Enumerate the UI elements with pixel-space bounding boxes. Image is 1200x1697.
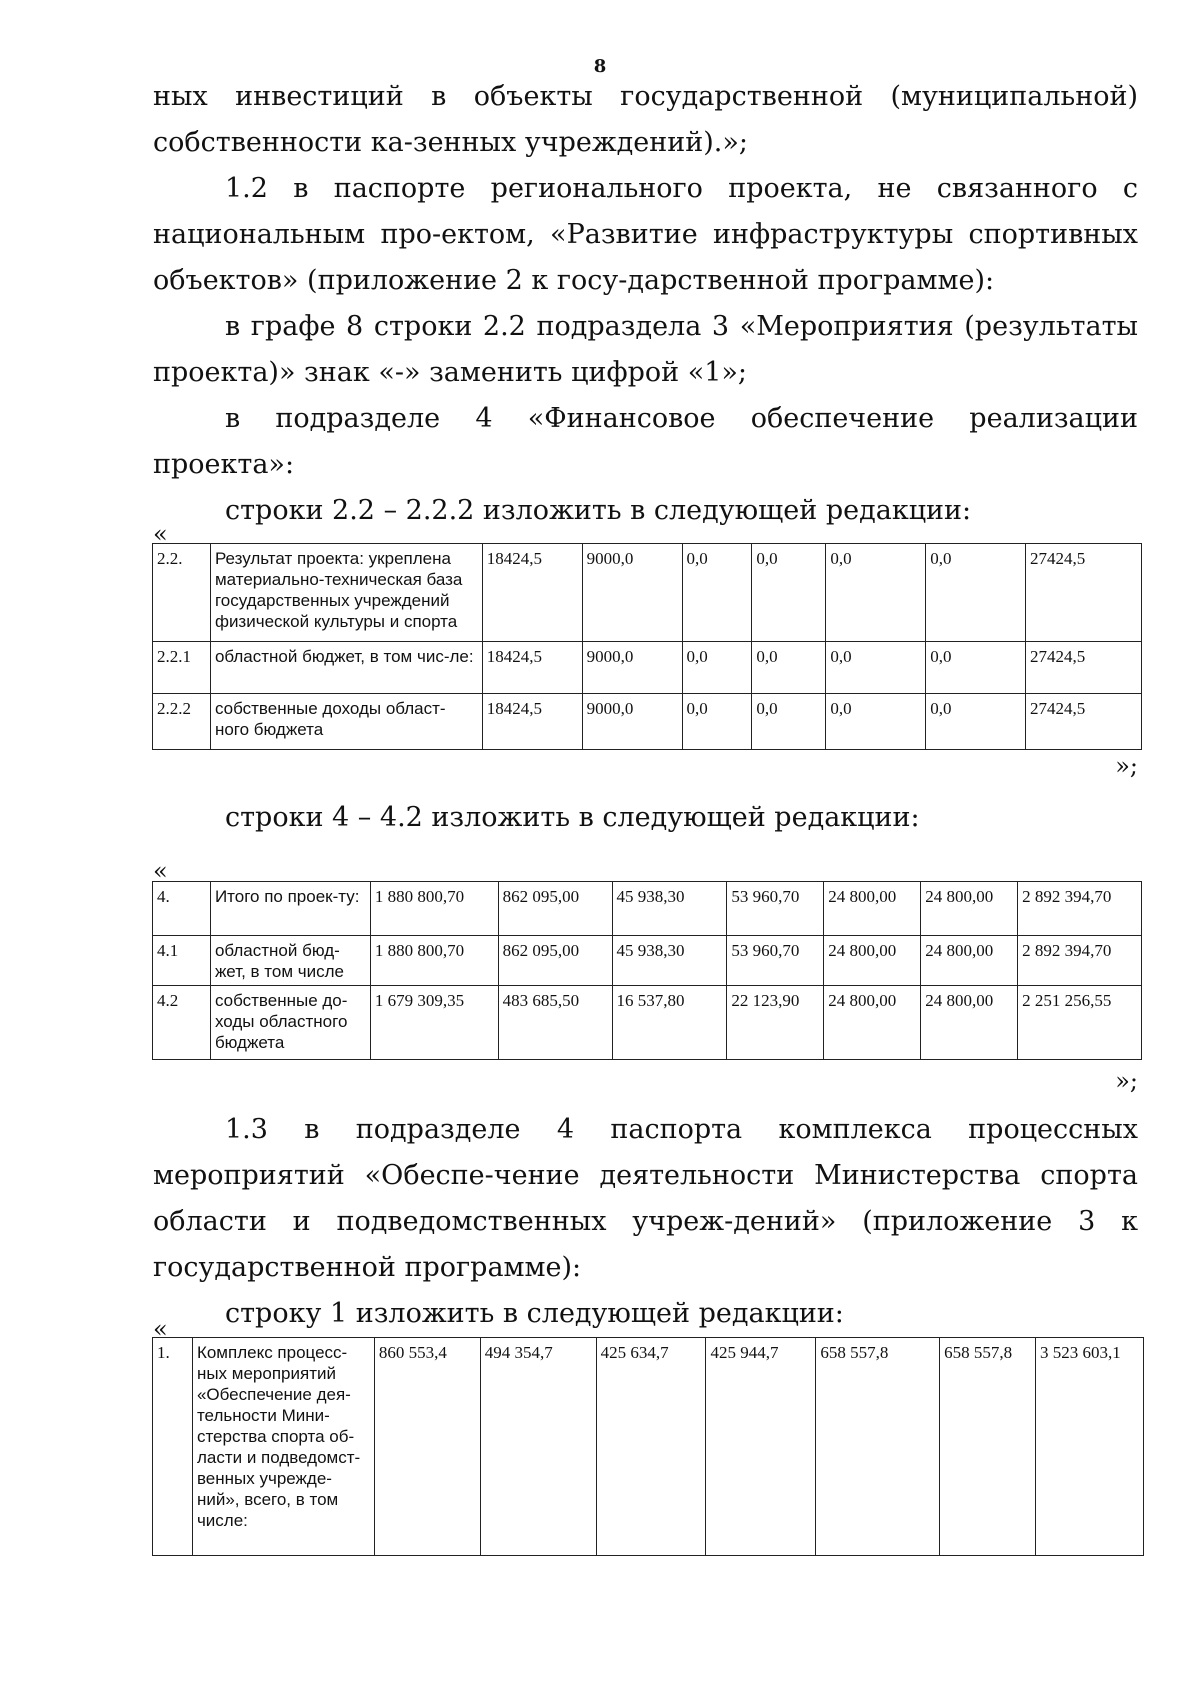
quote-close-1: »;: [1115, 752, 1138, 780]
value-cell: 483 685,50: [498, 986, 612, 1060]
value-cell: 862 095,00: [498, 936, 612, 986]
value-cell: 45 938,30: [612, 936, 727, 986]
value-cell: 24 800,00: [824, 936, 921, 986]
row-number-cell: 4.: [153, 882, 211, 936]
value-cell: 0,0: [926, 544, 1026, 642]
value-cell: 658 557,8: [940, 1338, 1036, 1556]
table-row: [153, 1338, 1144, 1556]
row-number-cell: 2.2.: [153, 544, 211, 642]
value-cell: 53 960,70: [727, 936, 824, 986]
value-cell: 1 880 800,70: [370, 936, 498, 986]
value-cell: 425 944,7: [706, 1338, 816, 1556]
table-row: [153, 694, 1142, 750]
bottom-text-block: [153, 1107, 1138, 1337]
value-cell: 0,0: [826, 544, 926, 642]
value-cell: 24 800,00: [921, 882, 1018, 936]
value-cell: 18424,5: [482, 544, 582, 642]
value-cell: 27424,5: [1026, 544, 1142, 642]
value-cell: 1 679 309,35: [370, 986, 498, 1060]
value-cell: 9000,0: [582, 694, 682, 750]
value-cell: 0,0: [752, 694, 826, 750]
value-cell: 45 938,30: [612, 882, 727, 936]
value-cell: 53 960,70: [727, 882, 824, 936]
row-number-cell: 4.1: [153, 936, 211, 986]
value-cell: 862 095,00: [498, 882, 612, 936]
paragraph-row-1: строку 1 изложить в следующей редакции:: [225, 1298, 844, 1329]
table-row: [153, 936, 1142, 986]
value-cell: 18424,5: [482, 694, 582, 750]
value-cell: 24 800,00: [824, 986, 921, 1060]
value-cell: 0,0: [752, 544, 826, 642]
quote-open-3: «: [153, 1315, 168, 1343]
row-number-cell: 1.: [153, 1338, 193, 1556]
table-process-complex: [152, 1337, 1144, 1556]
top-text-block: [153, 74, 1138, 534]
value-cell: 2 251 256,55: [1018, 986, 1142, 1060]
value-cell: 2 892 394,70: [1018, 936, 1142, 986]
row-number-cell: 4.2: [153, 986, 211, 1060]
value-cell: 860 553,4: [374, 1338, 480, 1556]
value-cell: 0,0: [826, 694, 926, 750]
value-cell: 0,0: [926, 694, 1026, 750]
table-row: [153, 882, 1142, 936]
value-cell: 27424,5: [1026, 694, 1142, 750]
mid-text-block: [153, 795, 1138, 841]
quote-close-2: »;: [1115, 1067, 1138, 1095]
row-name-cell: собственные доходы област-ного бюджета: [210, 694, 482, 750]
paragraph-graph-8: в графе 8 строки 2.2 подраздела 3 «Мероприятия (результаты проекта)» знак «-» заменить цифрой «1»;: [153, 311, 1138, 388]
table-project-result: [152, 543, 1142, 750]
row-name-cell: Комплекс процесс-ных мероприятий «Обеспечение дея-тельности Мини-стерства спорта об-ласти и подведомст-венных учрежде-ний», всего, в том числе:: [192, 1338, 374, 1556]
value-cell: 16 537,80: [612, 986, 727, 1060]
value-cell: 0,0: [682, 544, 752, 642]
row-name-cell: Результат проекта: укреплена материально-техническая база государственных учреждений физической культуры и спорта: [210, 544, 482, 642]
value-cell: 24 800,00: [921, 986, 1018, 1060]
value-cell: 1 880 800,70: [370, 882, 498, 936]
value-cell: 425 634,7: [596, 1338, 706, 1556]
value-cell: 658 557,8: [816, 1338, 940, 1556]
value-cell: 0,0: [682, 642, 752, 694]
paragraph-1-2: 1.2 в паспорте регионального проекта, не связанного с национальным про-ектом, «Развитие инфраструктуры спортивных объектов» (приложение 2 к госу-дарственной программе):: [153, 173, 1138, 296]
paragraph-rows-2-2: строки 2.2 – 2.2.2 изложить в следующей редакции:: [225, 495, 972, 526]
value-cell: 2 892 394,70: [1018, 882, 1142, 936]
row-name-cell: областной бюд-жет, в том числе: [210, 936, 370, 986]
row-name-cell: Итого по проек-ту:: [210, 882, 370, 936]
value-cell: 0,0: [826, 642, 926, 694]
quote-open-1: «: [153, 520, 168, 548]
row-name-cell: областной бюджет, в том чис-ле:: [210, 642, 482, 694]
value-cell: 9000,0: [582, 642, 682, 694]
page-number: 8: [593, 56, 607, 77]
value-cell: 494 354,7: [480, 1338, 596, 1556]
table-row: [153, 986, 1142, 1060]
table-row: [153, 544, 1142, 642]
paragraph-rows-4: строки 4 – 4.2 изложить в следующей редакции:: [225, 802, 920, 833]
row-name-cell: собственные до-ходы областного бюджета: [210, 986, 370, 1060]
table-project-total: [152, 881, 1142, 1060]
value-cell: 27424,5: [1026, 642, 1142, 694]
paragraph-1-3: 1.3 в подразделе 4 паспорта комплекса процессных мероприятий «Обеспе-чение деятельности Министерства спорта области и подведомственных учреж-дений» (приложение 3 к государственной программе):: [153, 1114, 1138, 1283]
paragraph-continuation: ных инвестиций в объекты государственной (муниципальной) собственности ка-зенных учреждений).»;: [153, 81, 1138, 158]
value-cell: 3 523 603,1: [1036, 1338, 1144, 1556]
value-cell: 18424,5: [482, 642, 582, 694]
value-cell: 0,0: [752, 642, 826, 694]
value-cell: 24 800,00: [824, 882, 921, 936]
table-row: [153, 642, 1142, 694]
row-number-cell: 2.2.2: [153, 694, 211, 750]
value-cell: 0,0: [926, 642, 1026, 694]
value-cell: 9000,0: [582, 544, 682, 642]
quote-open-2: «: [153, 857, 168, 885]
paragraph-subsection-4: в подразделе 4 «Финансовое обеспечение реализации проекта»:: [153, 403, 1138, 480]
value-cell: 0,0: [682, 694, 752, 750]
value-cell: 24 800,00: [921, 936, 1018, 986]
value-cell: 22 123,90: [727, 986, 824, 1060]
row-number-cell: 2.2.1: [153, 642, 211, 694]
